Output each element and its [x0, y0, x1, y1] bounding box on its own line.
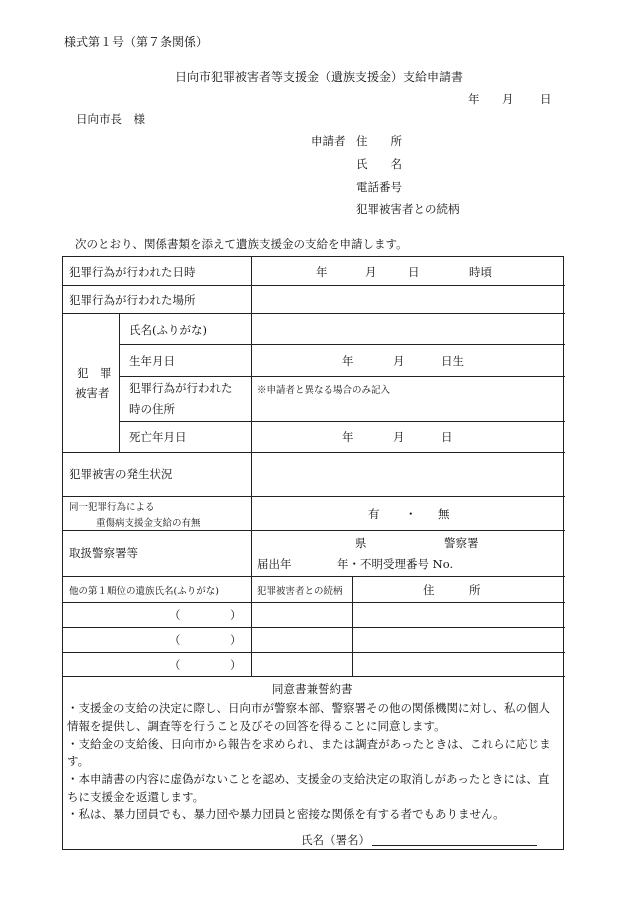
- heir-row-2-paren-close: ）: [230, 633, 242, 647]
- applicant-relation-label: 犯罪被害者との続柄: [356, 202, 460, 216]
- applicant-name-label: 氏 名: [356, 157, 402, 171]
- consent-line-5: ・本申請書の内容に虚偽がないことを認め、支援金の支給決定の取消しがあったときには、直: [67, 772, 550, 786]
- serious-injury-no: 無: [438, 507, 450, 521]
- heir-row-1-paren-close: ）: [230, 608, 242, 622]
- date-month: 月: [502, 92, 514, 106]
- consent-line-6: ちに支援金を返還します。: [67, 790, 205, 804]
- applicant-address-label: 住 所: [356, 134, 402, 148]
- consent-line-7: ・私は、暴力団員でも、暴力団や暴力団員と密接な関係を有する者でもありません。: [67, 807, 505, 821]
- addressee: 日向市長 様: [76, 112, 145, 126]
- applicant-phone-label: 電話番号: [356, 180, 402, 194]
- victim-death-label: 死亡年月日: [129, 430, 187, 444]
- consent-heading: 同意書兼誓約書: [272, 682, 353, 696]
- heir-row-2-paren-open: （: [169, 633, 181, 647]
- crime-datetime-day: 日: [408, 265, 420, 279]
- police-report-year-label: 届出年: [257, 557, 292, 571]
- crime-datetime-hour: 時頃: [469, 265, 492, 279]
- police-station: 警察署: [444, 536, 479, 550]
- victim-birth-month: 月: [393, 354, 405, 368]
- victim-death-month: 月: [393, 430, 405, 444]
- victim-name-label: 氏名(ふりがな): [129, 323, 207, 337]
- consent-line-1: ・支援金の支給の決定に際し、日向市が警察本部、警察署その他の関係機関に対し、私の個人: [67, 701, 550, 715]
- victim-group-label-2: 被害者: [75, 386, 110, 400]
- heir-row-3-paren-close: ）: [230, 658, 242, 672]
- serious-injury-label-1: 同一犯罪行為による: [69, 502, 155, 513]
- date-day: 日: [540, 92, 552, 106]
- form-number: 様式第１号（第７条関係）: [64, 35, 209, 49]
- applicant-label: 申請者: [311, 134, 346, 148]
- crime-datetime-year: 年: [316, 265, 328, 279]
- application-form-table: [62, 256, 564, 850]
- crime-datetime-month: 月: [365, 265, 377, 279]
- victim-death-day: 日: [441, 430, 453, 444]
- consent-line-3: ・支給金の支給後、日向市から報告を求められ、または調査があったときは、これらに応じま: [67, 737, 551, 751]
- victim-death-year: 年: [342, 430, 354, 444]
- heir-row-3-paren-open: （: [169, 658, 181, 672]
- other-heirs-name-header: 他の第１順位の遺族氏名(ふりがな): [69, 586, 219, 597]
- serious-injury-yes: 有: [368, 507, 380, 521]
- police-report-number: 年・不明受理番号 No.: [337, 557, 454, 571]
- serious-injury-dot: ・: [405, 507, 417, 521]
- signature-line[interactable]: [372, 845, 537, 846]
- consent-line-2: 情報を提供し、調査等を行うこと及びその回答を得ることに同意します。: [67, 719, 446, 733]
- victim-group-label-1: 犯 罪: [77, 366, 112, 380]
- damage-status-label: 犯罪被害の発生状況: [69, 467, 173, 481]
- victim-birth-year: 年: [342, 354, 354, 368]
- police-label: 取扱警察署等: [69, 546, 138, 560]
- victim-address-note: ※申請者と異なる場合のみ記入: [257, 385, 391, 396]
- other-heirs-relation-header: 犯罪被害者との続柄: [257, 586, 343, 597]
- page-title: 日向市犯罪被害者等支援金（遺族支援金）支給申請書: [175, 70, 464, 84]
- date-year: 年: [468, 92, 480, 106]
- serious-injury-label-2: 重傷病支援金支給の有無: [96, 518, 201, 529]
- victim-address-label-2: 時の住所: [129, 402, 175, 416]
- crime-place-label: 犯罪行為が行われた場所: [69, 293, 196, 307]
- other-heirs-address-header: 住 所: [423, 583, 481, 597]
- crime-datetime-label: 犯罪行為が行われた日時: [69, 265, 196, 279]
- victim-address-label-1: 犯罪行為が行われた: [129, 381, 233, 395]
- police-prefecture: 県: [355, 536, 367, 550]
- intro-text: 次のとおり、関係書類を添えて遺族支援金の支給を申請します。: [75, 237, 408, 251]
- signature-label: 氏名（署名）: [301, 833, 370, 847]
- consent-line-4: す。: [67, 754, 90, 768]
- victim-birth-day: 日生: [441, 354, 464, 368]
- victim-birth-label: 生年月日: [129, 354, 175, 368]
- heir-row-1-paren-open: （: [169, 608, 181, 622]
